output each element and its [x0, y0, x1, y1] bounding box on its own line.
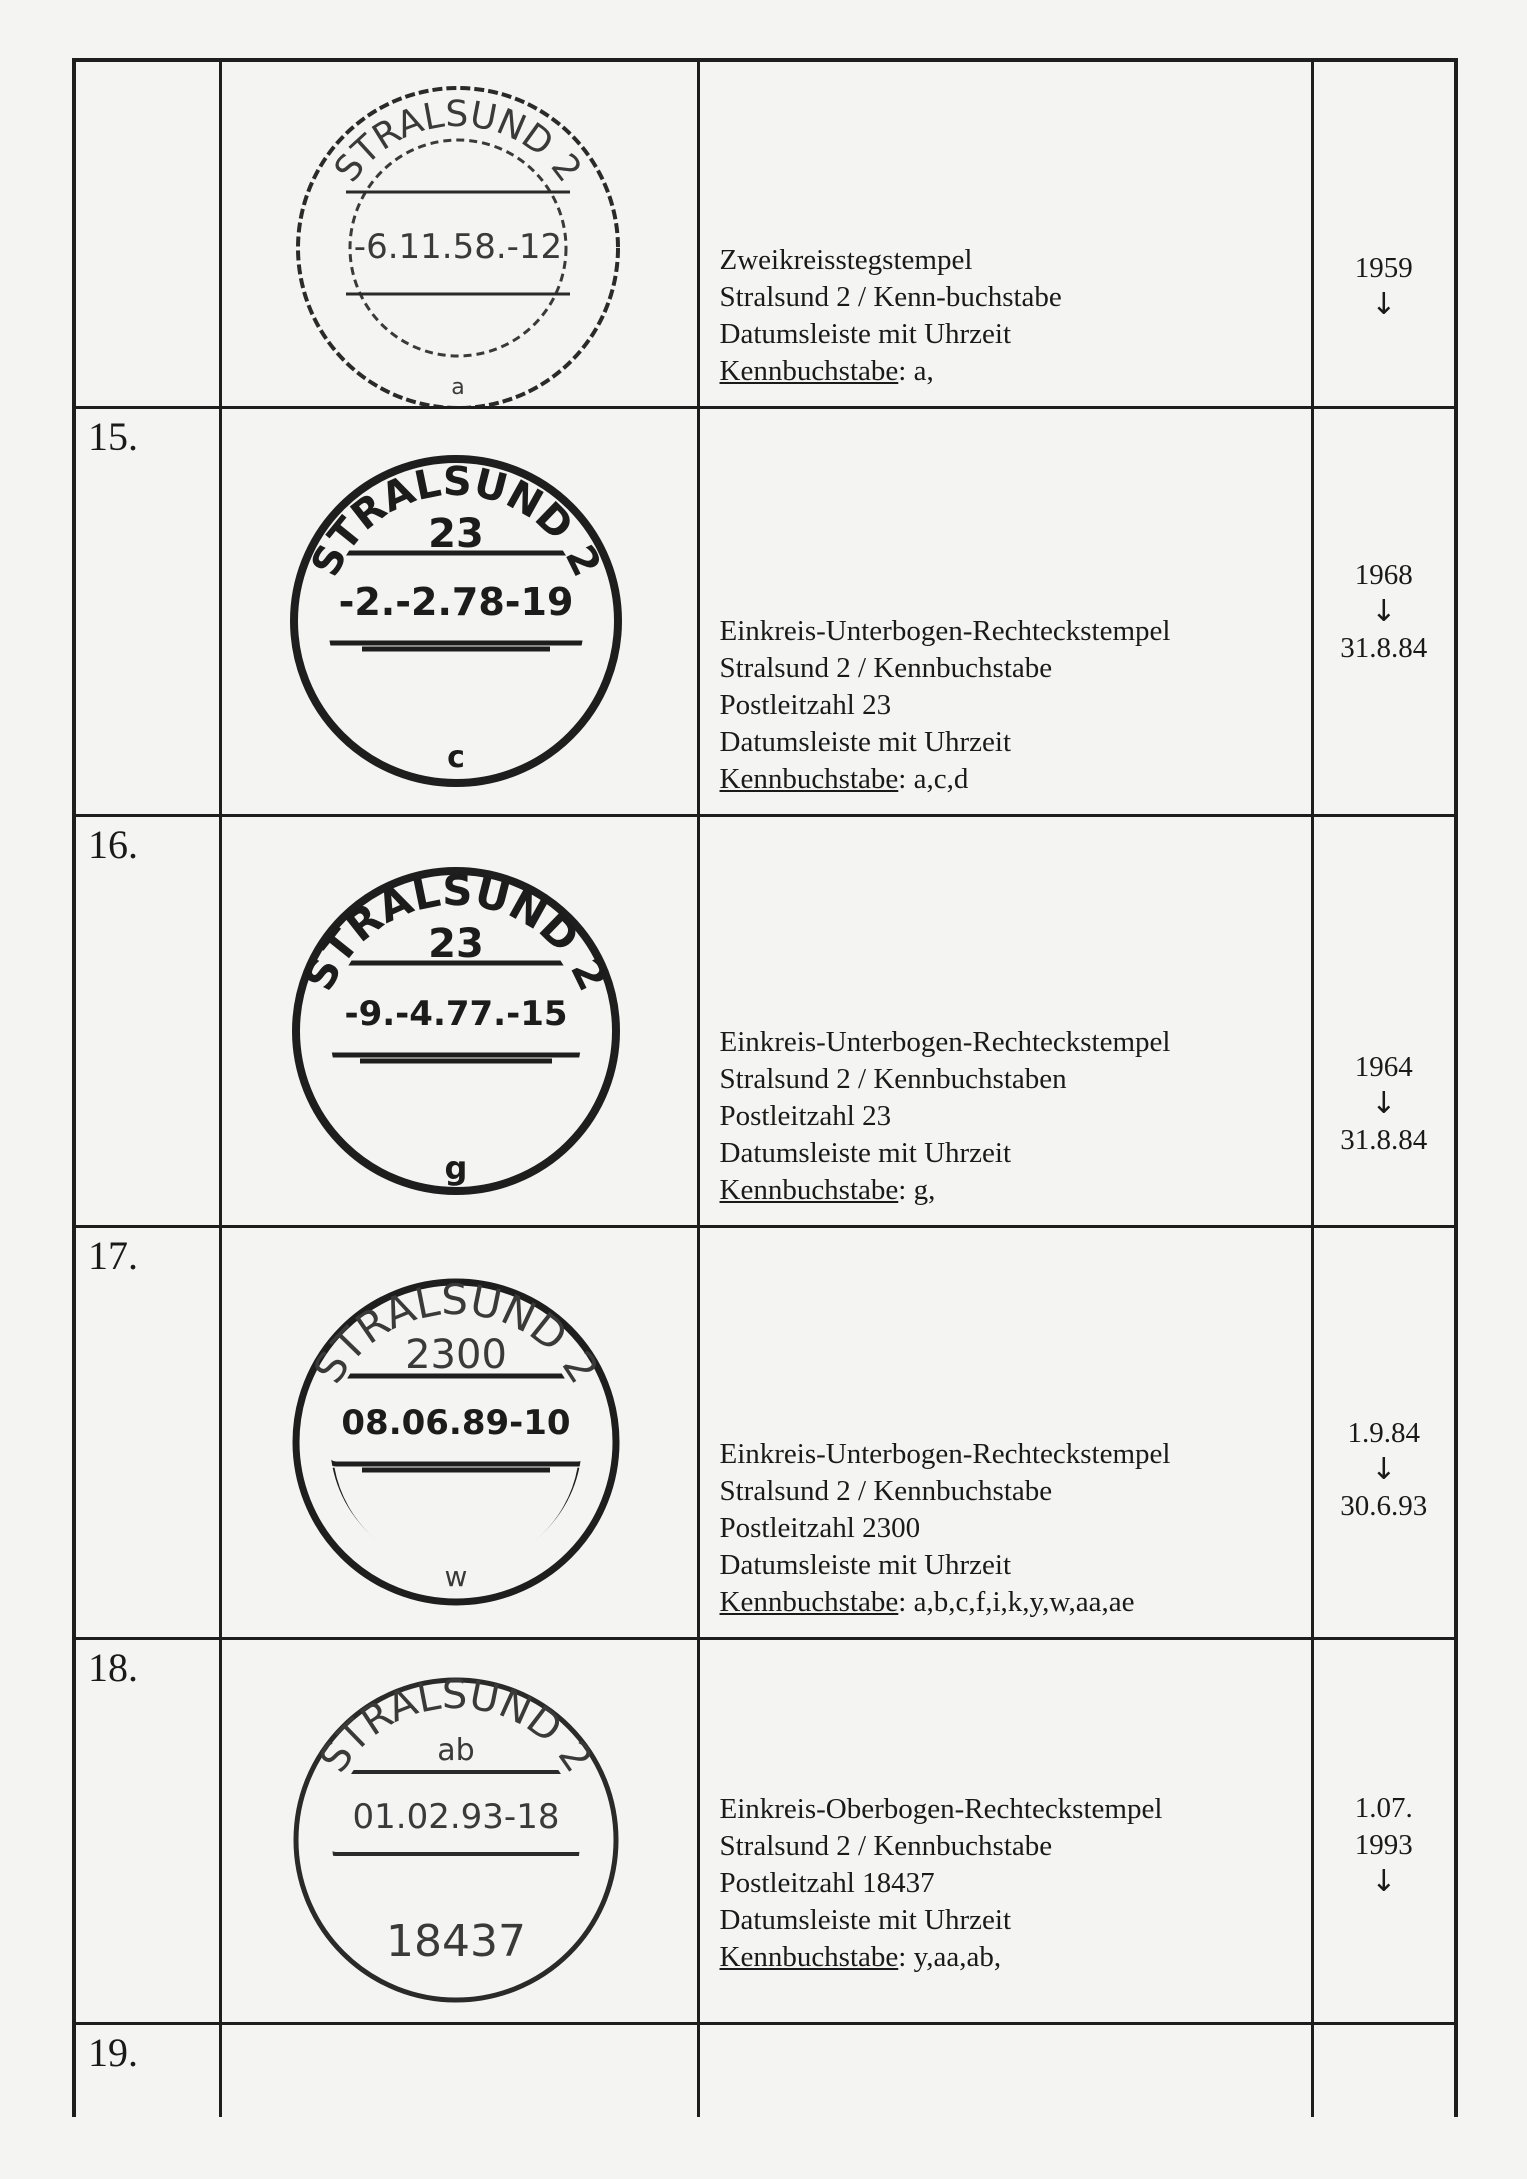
catalog-page [72, 58, 1454, 2117]
description-cell [698, 408, 1312, 816]
row-number-cell [74, 816, 220, 1227]
description-line: Datumsleiste mit Uhrzeit [719, 1904, 1012, 1936]
description-line: Datumsleiste mit Uhrzeit [719, 1549, 1012, 1581]
description-line: Datumsleiste mit Uhrzeit [719, 318, 1012, 350]
date-cell [1312, 2024, 1456, 2118]
table-row [74, 1639, 1456, 2024]
description-cell [698, 2024, 1312, 2118]
stamp-date-text: -9.-4.77.-15 [343, 994, 568, 1034]
stamp-date-text: -6.11.58.-12 [353, 227, 562, 267]
row-number-cell [74, 2024, 220, 2118]
description-line: Stralsund 2 / Kenn-buchstabe [719, 281, 1062, 313]
date-from: 1.07. [1354, 1792, 1413, 1824]
kennbuchstabe-label: Kennbuchstabe [719, 355, 899, 387]
date-from-year: 1993 [1354, 1829, 1413, 1861]
kennbuchstabe-value: : y,aa,ab, [898, 1941, 1002, 1973]
stamp-code-text: ab [436, 1733, 475, 1768]
table-row [74, 60, 1456, 408]
kennbuchstabe-line [720, 1939, 1301, 1976]
postmark-single-circle [222, 1228, 700, 1637]
table-row [74, 1227, 1456, 1639]
stamp-date-text: 08.06.89-10 [340, 1403, 571, 1443]
row-number-cell [74, 1227, 220, 1639]
row-number-cell [74, 60, 220, 408]
description-line: Postleitzahl 18437 [719, 1867, 935, 1899]
kennbuchstabe-label: Kennbuchstabe [719, 1941, 899, 1973]
stamp-code-text: 23 [427, 921, 484, 967]
postmark-double-circle [222, 62, 700, 406]
date-cell [1312, 1639, 1456, 2024]
row-number: 17. [88, 1233, 138, 1278]
description-line: Einkreis-Unterbogen-Rechteckstempel [719, 1438, 1171, 1470]
stamp-date-text: 01.02.93-18 [352, 1797, 559, 1837]
postmark-image-cell [220, 2024, 698, 2118]
description-line: Einkreis-Unterbogen-Rechteckstempel [719, 1026, 1171, 1058]
row-number: 19. [88, 2030, 138, 2075]
postmark-single-circle [222, 817, 700, 1225]
down-arrow-icon: ↓ [1371, 287, 1397, 322]
stamp-town-text: STRALSUND 2 [303, 1274, 608, 1392]
description-line: Stralsund 2 / Kennbuchstabe [719, 1830, 1053, 1862]
kennbuchstabe-label: Kennbuchstabe [719, 763, 899, 795]
stamp-town-text: STRALSUND 2 [302, 458, 609, 584]
description-line: Einkreis-Unterbogen-Rechteckstempel [719, 615, 1171, 647]
date-cell [1312, 1227, 1456, 1639]
table-row [74, 816, 1456, 1227]
postmark-image-cell [220, 1227, 698, 1639]
row-number: 15. [88, 414, 138, 459]
postmark-image-cell [220, 1639, 698, 2024]
postmark-single-circle [222, 409, 700, 814]
description-line: Stralsund 2 / Kennbuchstabe [719, 652, 1053, 684]
stamp-town-text: STRALSUND 2 [326, 93, 589, 190]
row-number: 18. [88, 1645, 138, 1690]
row-number [76, 62, 219, 70]
stamp-code-text: 23 [427, 511, 484, 557]
description-cell [698, 1227, 1312, 1639]
date-to: 30.6.93 [1340, 1490, 1428, 1522]
date-cell [1312, 408, 1456, 816]
table-row [74, 2024, 1456, 2118]
kennbuchstabe-line [720, 353, 1301, 390]
description-cell [698, 816, 1312, 1227]
postmark-single-circle [222, 1640, 700, 2022]
description-cell [698, 1639, 1312, 2024]
row-number: 16. [88, 822, 138, 867]
description-line: Datumsleiste mit Uhrzeit [719, 726, 1012, 758]
description-line: Postleitzahl 23 [719, 1100, 892, 1132]
stamp-letter-text: a [450, 375, 465, 400]
kennbuchstabe-line [720, 1172, 1301, 1209]
postmark-image-cell [220, 60, 698, 408]
kennbuchstabe-line [720, 761, 1301, 798]
stamp-date-text: -2.-2.78-19 [338, 580, 573, 624]
down-arrow-icon: ↓ [1371, 1864, 1397, 1899]
date-to: 31.8.84 [1340, 1124, 1428, 1156]
kennbuchstabe-label: Kennbuchstabe [719, 1586, 899, 1618]
description-line: Postleitzahl 2300 [719, 1512, 921, 1544]
description-line: Datumsleiste mit Uhrzeit [719, 1137, 1012, 1169]
description-cell [698, 60, 1312, 408]
kennbuchstabe-value: : a,b,c,f,i,k,y,w,aa,ae [898, 1586, 1135, 1618]
postmark-catalog-table [72, 58, 1458, 2117]
down-arrow-icon: ↓ [1371, 1086, 1397, 1121]
postmark-image-cell [220, 816, 698, 1227]
description-line: Postleitzahl 23 [719, 689, 892, 721]
kennbuchstabe-line [720, 1584, 1301, 1621]
table-row [74, 408, 1456, 816]
stamp-town-text: STRALSUND 2 [293, 865, 618, 998]
stamp-town-text: STRALSUND 2 [310, 1671, 601, 1781]
stamp-code-text: 2300 [404, 1332, 507, 1378]
row-number-cell [74, 1639, 220, 2024]
down-arrow-icon: ↓ [1371, 1452, 1397, 1487]
kennbuchstabe-value: : a,c,d [898, 763, 969, 795]
description-line: Einkreis-Oberbogen-Rechteckstempel [719, 1793, 1163, 1825]
description-line: Stralsund 2 / Kennbuchstabe [719, 1475, 1053, 1507]
postmark-image-cell [220, 408, 698, 816]
stamp-letter-text: c [446, 740, 465, 775]
row-number-cell [74, 408, 220, 816]
stamp-postcode-text: 18437 [385, 1916, 526, 1967]
date-cell [1312, 816, 1456, 1227]
date-to: 31.8.84 [1340, 631, 1428, 664]
date-from: 1968 [1354, 558, 1413, 591]
date-from: 1.9.84 [1347, 1417, 1420, 1449]
date-cell [1312, 60, 1456, 408]
kennbuchstabe-value: : a, [898, 355, 934, 387]
stamp-letter-text: g [444, 1149, 467, 1187]
kennbuchstabe-label: Kennbuchstabe [719, 1174, 899, 1206]
date-from: 1964 [1354, 1051, 1413, 1083]
stamp-letter-text: w [444, 1560, 467, 1593]
down-arrow-icon: ↓ [1371, 593, 1397, 629]
kennbuchstabe-value: : g, [898, 1174, 936, 1206]
description-line: Stralsund 2 / Kennbuchstaben [719, 1063, 1067, 1095]
description-line: Zweikreisstegstempel [719, 244, 973, 276]
date-from: 1959 [1354, 252, 1413, 284]
